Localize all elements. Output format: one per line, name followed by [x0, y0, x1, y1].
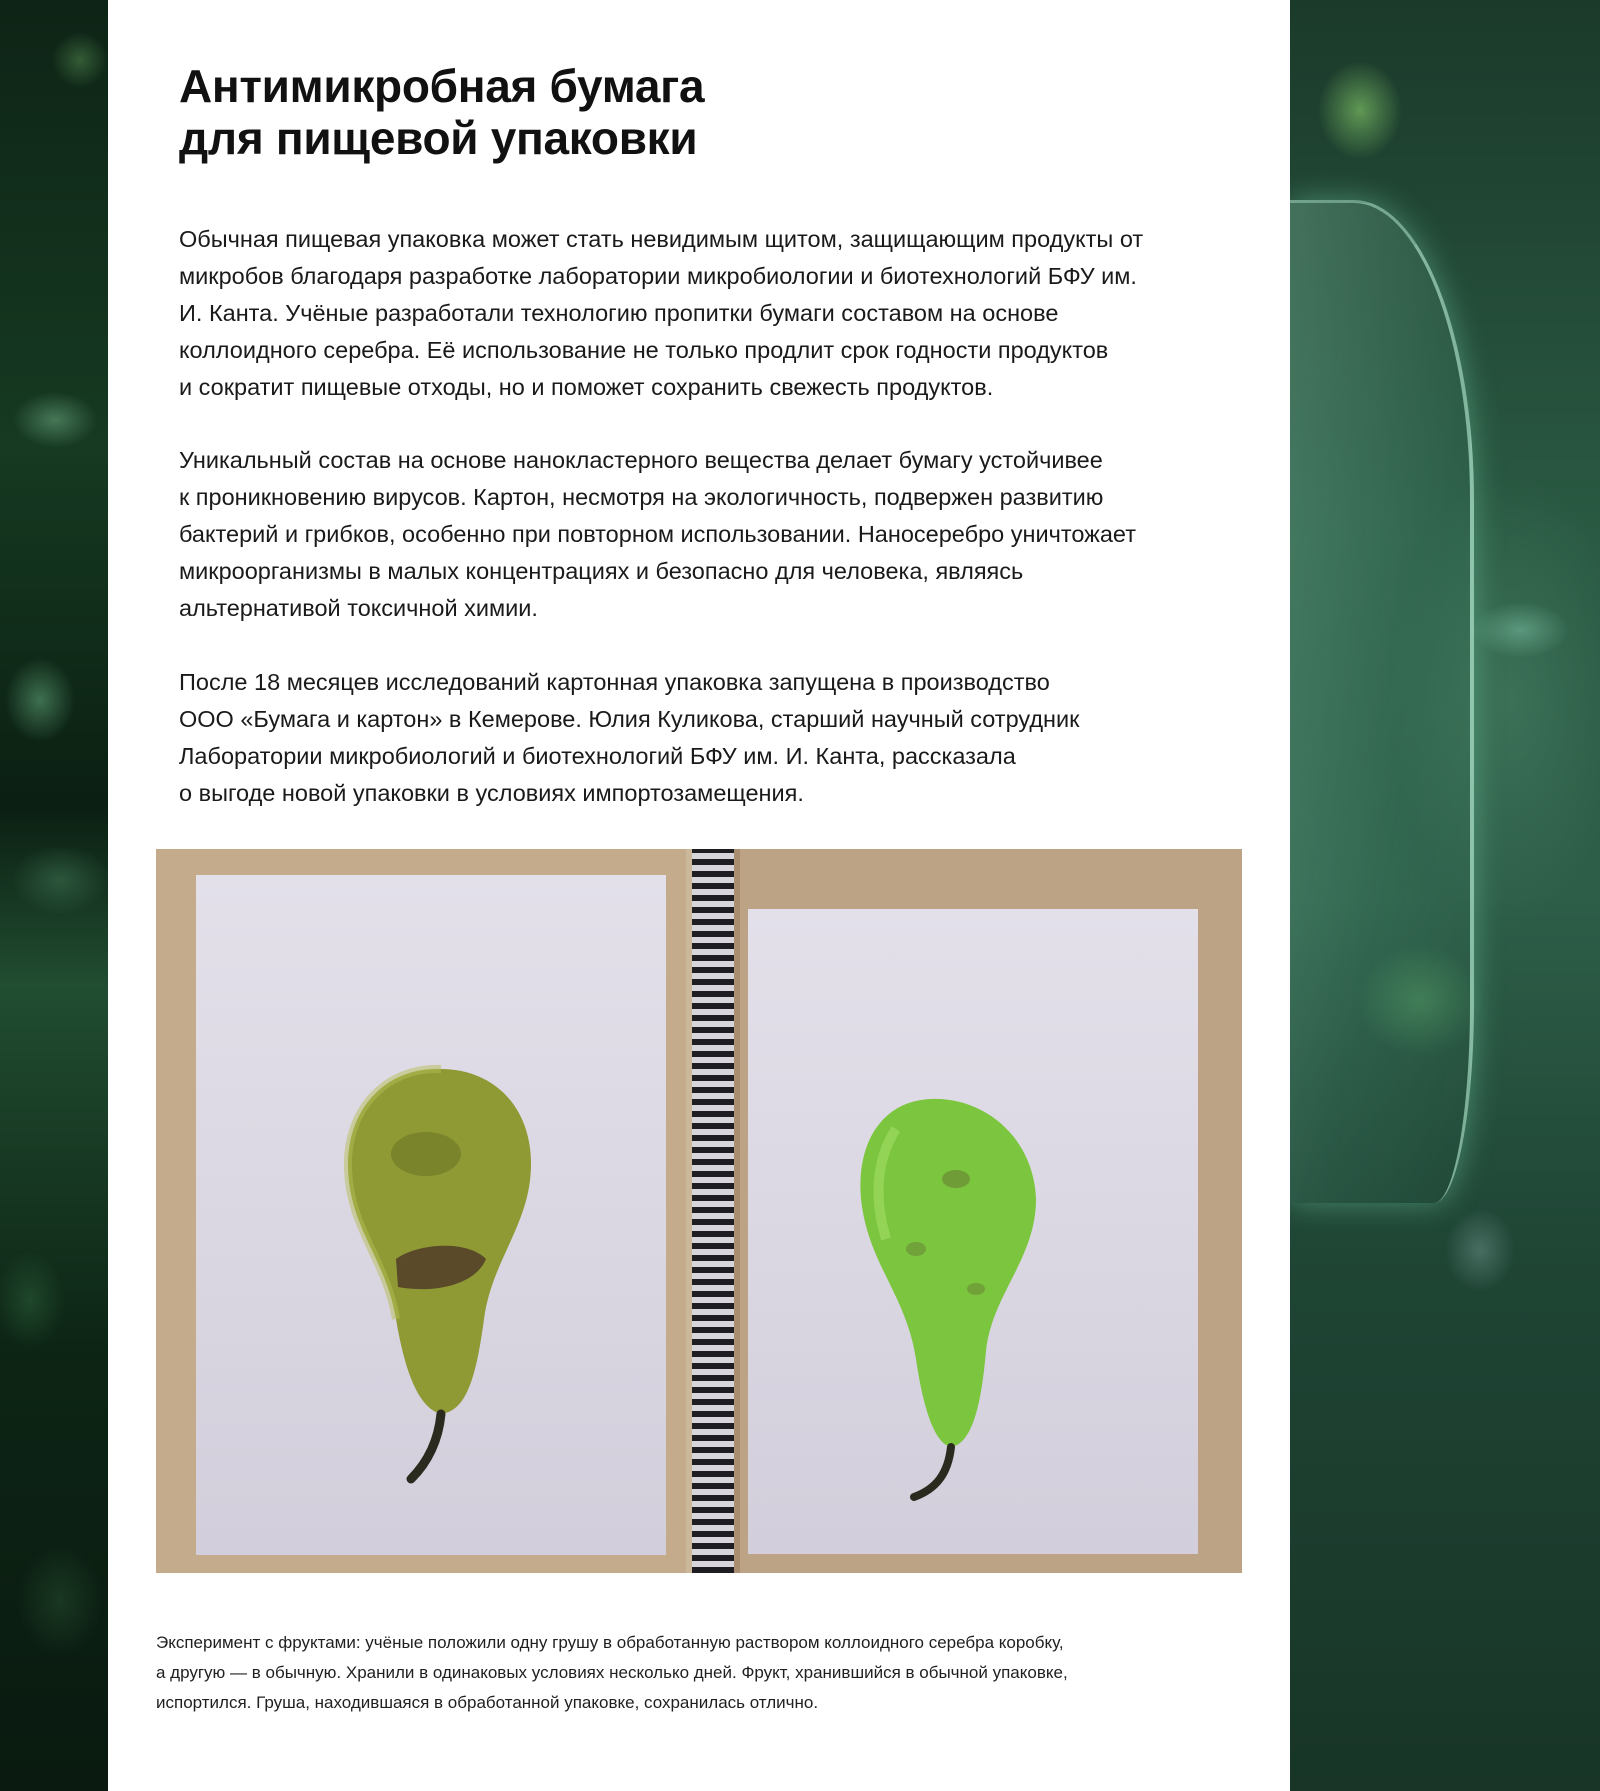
article-title	[179, 60, 1079, 164]
article	[108, 0, 1290, 1791]
article-title-line-2: для пищевой упаковки	[179, 112, 698, 164]
article-paragraph-1: Обычная пищевая упаковка может стать невидимым щитом, защищающим продукты от микробов благодаря разработке лаборатории микробиологии и биотехнологий БФУ им. И. Канта. Учёные разработали технологию пропитки бумаги составом на основе коллоидного серебра. Её использование не только продлит срок годности продуктов и сократит пищевые отходы, но и поможет сохранить свежесть продуктов.	[179, 226, 1144, 400]
decorative-foliage-left	[0, 0, 108, 1791]
spoiled-pear	[326, 1059, 556, 1489]
corrugated-divider	[686, 849, 740, 1573]
decorative-foliage-right	[1290, 0, 1600, 1791]
photo-caption: Эксперимент с фруктами: учёные положили одну грушу в обработанную раствором коллоидного серебра коробку, а другую — в обычную. Хранили в одинаковых условиях несколько дней. Фрукт, хранившийся в обычной упаковке, испортился. Груша, находившаяся в обработанной упаковке, сохранилась отлично.	[156, 1633, 1068, 1712]
article-paragraph-3: После 18 месяцев исследований картонная упаковка запущена в производство ООО «Бумага и картон» в Кемерове. Юлия Куликова, старший научный сотрудник Лаборатории микробиологий и биотехнологий БФУ им. И. Канта, рассказала о выгоде новой упаковки в условиях импортозамещения.	[179, 669, 1080, 806]
article-paragraph-2: Уникальный состав на основе нанокластерного вещества делает бумагу устойчивее к проникновению вирусов. Картон, несмотря на экологичность, подвержен развитию бактерий и грибков, особенно при повторном использовании. Наносеребро уничтожает микроорганизмы в малых концентрациях и безопасно для человека, являясь альтернативой токсичной химии.	[179, 447, 1136, 621]
fresh-pear	[836, 1089, 1056, 1529]
pear-experiment-photo	[156, 849, 1242, 1573]
glass-shield-illustration	[1290, 200, 1474, 1203]
article-title-line-1: Антимикробная бумага	[179, 60, 705, 112]
